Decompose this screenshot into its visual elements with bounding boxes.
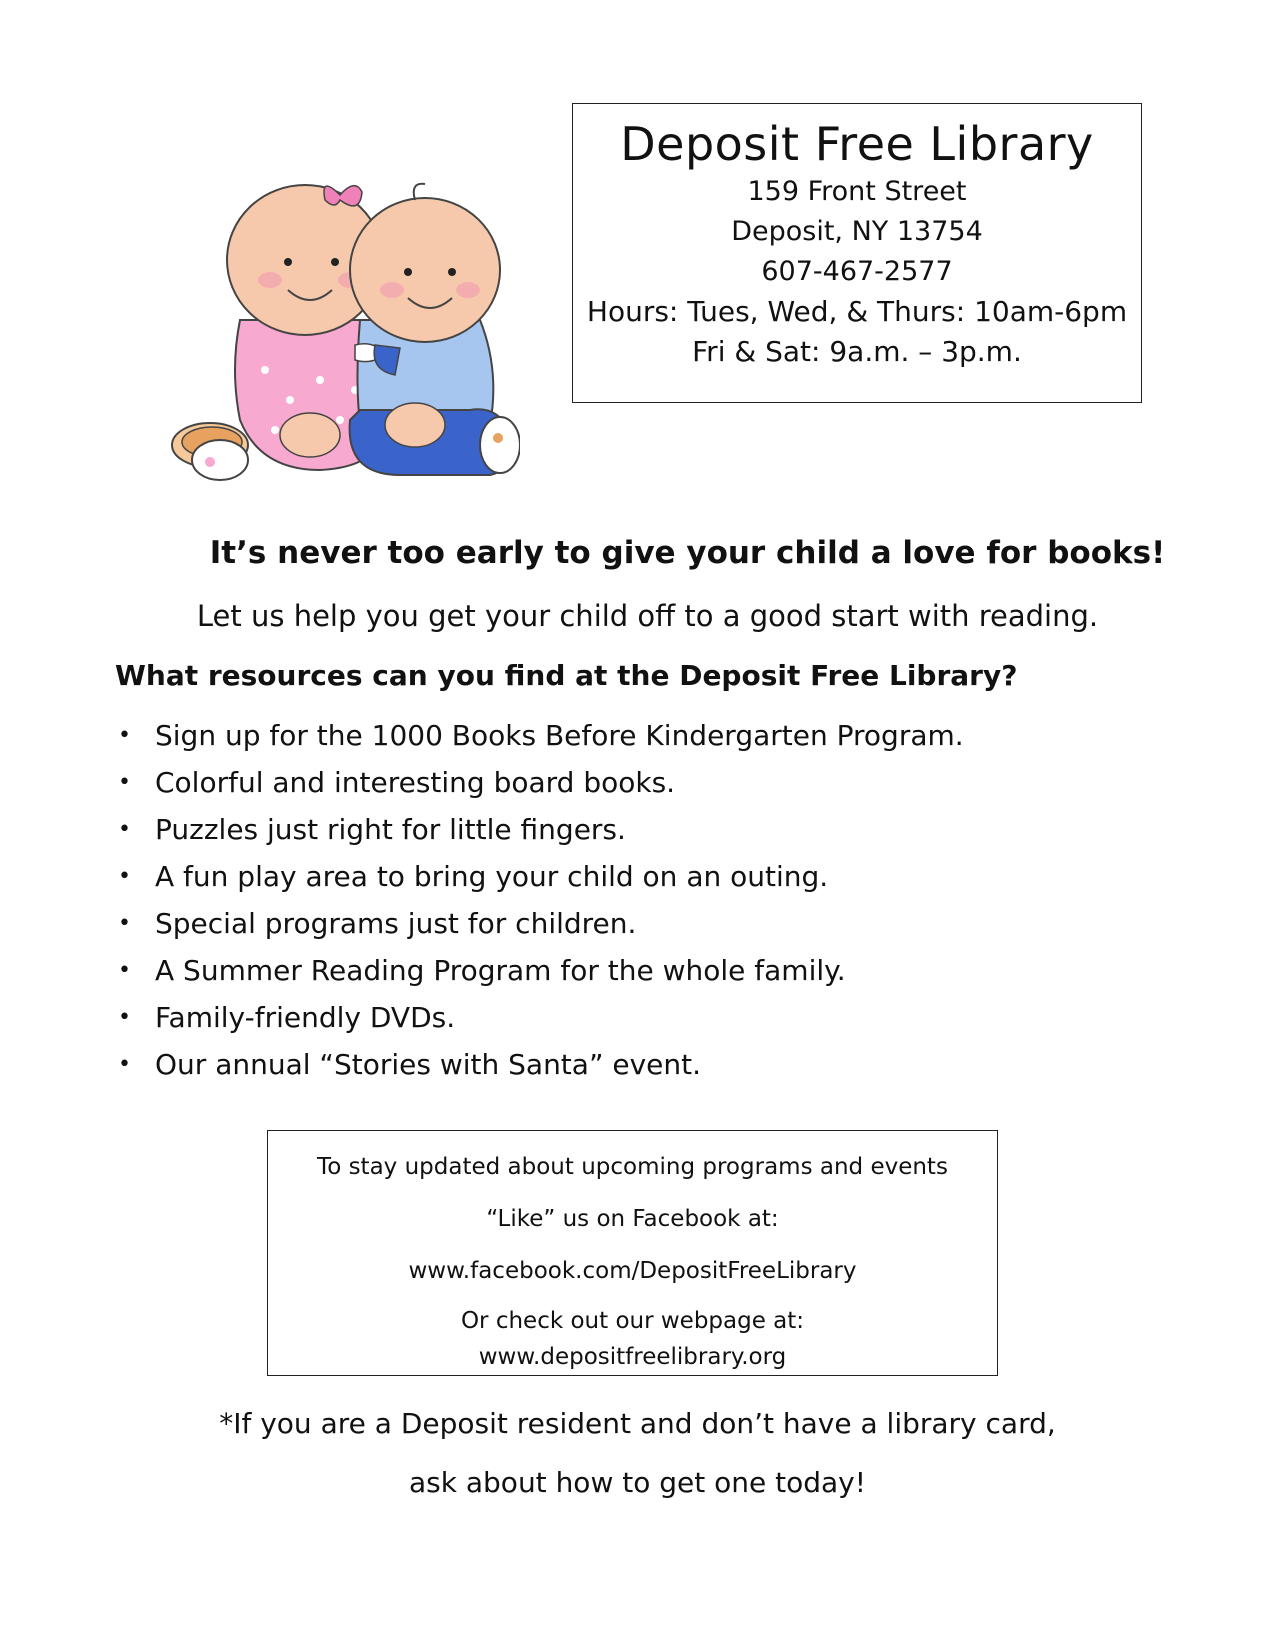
list-item-text: Sign up for the 1000 Books Before Kindergarten Program. [155, 719, 964, 752]
social-line4: Or check out our webpage at: [460, 1308, 805, 1334]
address-line1: 159 Front Street [747, 176, 967, 207]
library-title: Deposit Free Library [620, 117, 1094, 171]
list-item-text: Special programs just for children. [155, 907, 637, 940]
list-item [115, 1041, 964, 1088]
hours-line2: Fri & Sat: 9a.m. – 3p.m. [692, 335, 1022, 368]
list-item-text: Family-friendly DVDs. [155, 1001, 456, 1034]
resources-question: What resources can you find at the Deposit Free Library? [115, 659, 1018, 692]
subtagline: Let us help you get your child off to a good start with reading. [196, 599, 1099, 633]
list-item [115, 994, 964, 1041]
bullet-icon: • [118, 1052, 131, 1077]
list-item [115, 759, 964, 806]
list-item-text: A fun play area to bring your child on an outing. [155, 860, 829, 893]
list-item [115, 947, 964, 994]
hours-line1: Hours: Tues, Wed, & Thurs: 10am-6pm [586, 295, 1128, 328]
social-line2: “Like” us on Facebook at: [486, 1206, 779, 1232]
resources-list [115, 712, 964, 1088]
list-item-text: Colorful and interesting board books. [155, 766, 676, 799]
bullet-icon: • [118, 864, 131, 889]
list-item-text: Puzzles just right for little fingers. [155, 813, 626, 846]
footnote-line2: ask about how to get one today! [409, 1466, 866, 1499]
bullet-icon: • [118, 817, 131, 842]
list-item [115, 900, 964, 947]
list-item [115, 712, 964, 759]
address-line2: Deposit, NY 13754 [731, 216, 983, 247]
facebook-link[interactable]: www.facebook.com/DepositFreeLibrary [408, 1258, 857, 1284]
bullet-icon: • [118, 723, 131, 748]
social-line1: To stay updated about upcoming programs and events [317, 1154, 948, 1180]
list-item-text: Our annual “Stories with Santa” event. [155, 1048, 701, 1081]
phone-number: 607-467-2577 [761, 256, 953, 287]
footnote-line1: *If you are a Deposit resident and don’t have a library card, [219, 1407, 1056, 1440]
list-item-text: A Summer Reading Program for the whole family. [155, 954, 846, 987]
bullet-icon: • [118, 958, 131, 983]
babies-illustration [170, 170, 520, 500]
website-link[interactable]: www.depositfreelibrary.org [478, 1344, 787, 1370]
bullet-icon: • [118, 770, 131, 795]
tagline: It’s never too early to give your child a love for books! [209, 535, 1166, 571]
list-item [115, 853, 964, 900]
bullet-icon: • [118, 1005, 131, 1030]
list-item [115, 806, 964, 853]
social-box [267, 1130, 998, 1376]
library-info-box [572, 103, 1142, 403]
bullet-icon: • [118, 911, 131, 936]
